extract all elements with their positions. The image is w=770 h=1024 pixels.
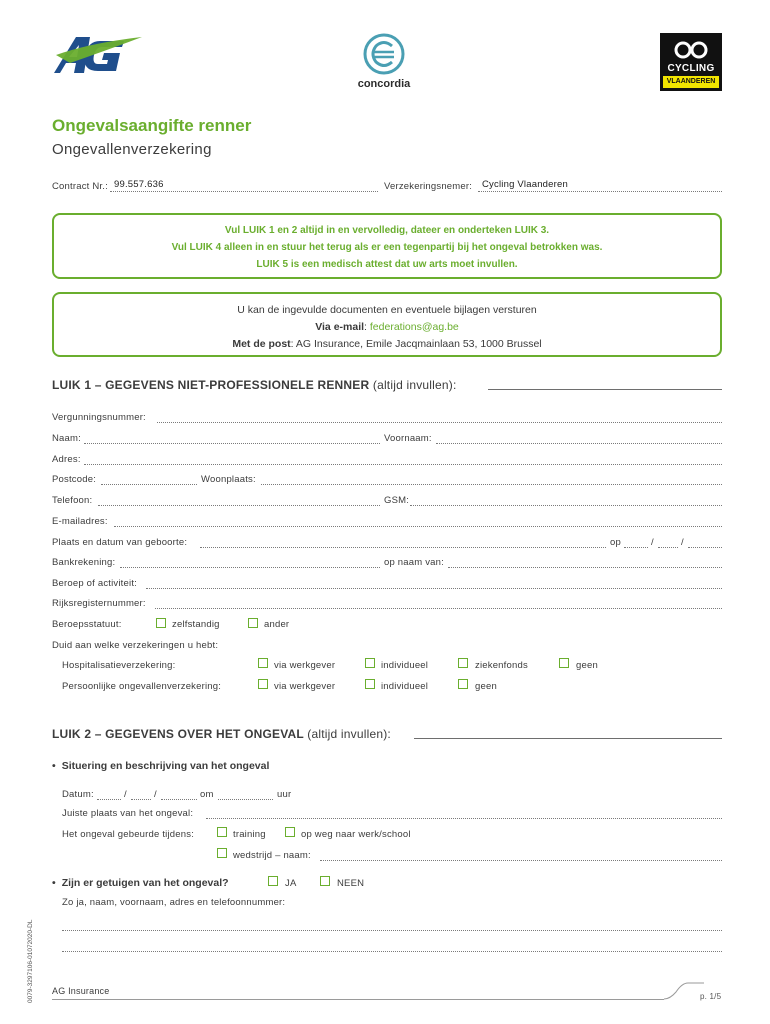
gsm-label: GSM:	[384, 495, 410, 506]
postcode-label: Postcode:	[52, 474, 97, 485]
during-race-label: wedstrijd – naam:	[233, 850, 311, 861]
send-line-1: U kan de ingevulde documenten en eventuele bijlagen versturen	[237, 304, 537, 316]
hospital-none-label: geen	[576, 660, 598, 671]
footer-curve	[664, 982, 704, 1000]
cycling-logo-top: CYCLING	[667, 63, 715, 74]
witness-info-line-2[interactable]	[62, 951, 722, 952]
phone-field[interactable]	[98, 505, 380, 506]
race-name-field[interactable]	[320, 860, 722, 861]
luik2-rule	[414, 738, 722, 739]
phone-label: Telefoon:	[52, 495, 93, 506]
accident-description-text: Situering en beschrijving van het ongeval	[61, 760, 270, 772]
accident-slash-1: /	[124, 789, 127, 800]
luik2-heading	[52, 727, 391, 741]
witnesses-no-checkbox[interactable]	[320, 876, 330, 886]
insured-line	[478, 191, 722, 192]
birth-label: Plaats en datum van geboorte:	[52, 537, 188, 548]
birth-day-field[interactable]	[624, 547, 648, 548]
personal-insurance-label: Persoonlijke ongevallenverzekering:	[62, 681, 222, 692]
witnesses-question: Zijn er getuigen van het ongeval?	[61, 877, 229, 889]
accident-slash-2: /	[154, 789, 157, 800]
concordia-logo-text: concordia	[357, 78, 411, 90]
luik1-title: LUIK 1 – GEGEVENS NIET-PROFESSIONELE RENNER	[52, 378, 370, 392]
send-post-value: : AG Insurance, Emile Jacqmainlaan 53, 1000 Brussel	[290, 338, 542, 350]
name-label: Naam:	[52, 433, 81, 444]
during-training-checkbox[interactable]	[217, 827, 227, 837]
accident-place-label: Juiste plaats van het ongeval:	[62, 808, 194, 819]
luik2-note: (altijd invullen):	[307, 727, 391, 741]
accident-time-om: om	[200, 789, 214, 800]
status-selfemployed-label: zelfstandig	[172, 619, 220, 630]
personal-employer-label: via werkgever	[274, 681, 336, 692]
insurance-question: Duid aan welke verzekeringen u hebt:	[52, 640, 219, 651]
rrn-field[interactable]	[155, 608, 722, 609]
accident-time-uur: uur	[277, 789, 292, 800]
send-box	[52, 292, 722, 357]
instruction-line-3: LUIK 5 is een medisch attest dat uw arts moet invullen.	[256, 259, 518, 270]
concordia-logo	[348, 33, 420, 91]
status-selfemployed-checkbox[interactable]	[156, 618, 166, 628]
gsm-field[interactable]	[410, 505, 722, 506]
address-field[interactable]	[84, 464, 722, 465]
hospital-none-checkbox[interactable]	[559, 658, 569, 668]
cycling-vlaanderen-logo	[660, 33, 722, 91]
luik1-rule	[488, 389, 722, 390]
insured-value: Cycling Vlaanderen	[482, 179, 568, 190]
witness-info-line-1[interactable]	[62, 930, 722, 931]
birth-place-field[interactable]	[200, 547, 606, 548]
birth-year-field[interactable]	[688, 547, 722, 548]
footer-page-number: p. 1/5	[700, 992, 722, 1001]
personal-none-label: geen	[475, 681, 497, 692]
contract-line	[110, 191, 378, 192]
luik1-note: (altijd invullen):	[372, 378, 457, 392]
city-field[interactable]	[261, 484, 722, 485]
send-post-label: Met de post	[232, 338, 291, 350]
email-field[interactable]	[114, 526, 722, 527]
accident-time-field[interactable]	[218, 799, 273, 800]
instruction-box	[52, 213, 722, 279]
form-subtitle: Ongevallenverzekering	[52, 141, 212, 158]
bank-holder-field[interactable]	[448, 567, 722, 568]
ag-logo	[50, 33, 144, 75]
hospital-mutual-checkbox[interactable]	[458, 658, 468, 668]
hospital-mutual-label: ziekenfonds	[475, 660, 528, 671]
firstname-field[interactable]	[436, 443, 722, 444]
status-other-label: ander	[264, 619, 290, 630]
luik1-heading	[52, 378, 457, 392]
during-training-label: training	[233, 829, 266, 840]
footer-rule	[52, 999, 664, 1000]
hospital-individual-checkbox[interactable]	[365, 658, 375, 668]
hospital-individual-label: individueel	[381, 660, 429, 671]
hospital-employer-label: via werkgever	[274, 660, 336, 671]
luik2-title: LUIK 2 – GEGEVENS OVER HET ONGEVAL	[52, 727, 304, 741]
accident-place-field[interactable]	[206, 818, 722, 819]
footer-company: AG Insurance	[52, 986, 110, 996]
job-label: Beroep of activiteit:	[52, 578, 137, 589]
cycling-wheels-icon	[660, 37, 722, 61]
witnesses-no-label: NEEN	[337, 878, 365, 889]
cycling-logo-bottom: VLAANDEREN	[663, 76, 719, 88]
personal-employer-checkbox[interactable]	[258, 679, 268, 689]
bank-field[interactable]	[120, 567, 380, 568]
city-label: Woonplaats:	[201, 474, 256, 485]
birth-op-label: op	[610, 537, 621, 548]
birth-month-field[interactable]	[658, 547, 678, 548]
bank-label: Bankrekening:	[52, 557, 116, 568]
bank-holder-label: op naam van:	[384, 557, 444, 568]
contract-value: 99.557.636	[114, 179, 164, 190]
witnesses-heading: • Zijn er getuigen van het ongeval?	[52, 877, 229, 889]
birth-slash-2: /	[681, 537, 684, 548]
postcode-field[interactable]	[101, 484, 197, 485]
send-email-link[interactable]: federations@ag.be	[369, 321, 459, 333]
contract-label: Contract Nr.:	[52, 181, 108, 192]
address-label: Adres:	[52, 454, 81, 465]
personal-none-checkbox[interactable]	[458, 679, 468, 689]
insured-label: Verzekeringsnemer:	[384, 181, 473, 192]
status-label: Beroepsstatuut:	[52, 619, 122, 630]
accident-month-field[interactable]	[131, 799, 151, 800]
license-label: Vergunningsnummer:	[52, 412, 146, 423]
name-field[interactable]	[84, 443, 380, 444]
email-label: E-mailadres:	[52, 516, 108, 527]
accident-description-heading: • Situering en beschrijving van het ongeval	[52, 760, 270, 772]
status-other-checkbox[interactable]	[248, 618, 258, 628]
during-race-checkbox[interactable]	[217, 848, 227, 858]
witnesses-yes-checkbox[interactable]	[268, 876, 278, 886]
personal-individual-checkbox[interactable]	[365, 679, 375, 689]
document-code: 0079-3297106-01072020-DL	[27, 919, 34, 1003]
during-commute-label: op weg naar werk/school	[301, 829, 411, 840]
during-commute-checkbox[interactable]	[285, 827, 295, 837]
witnesses-yes-label: JA	[285, 878, 297, 889]
firstname-label: Voornaam:	[384, 433, 432, 444]
send-email-line: Via e-mail: federations@ag.be	[315, 321, 459, 333]
hospital-insurance-label: Hospitalisatieverzekering:	[62, 660, 176, 671]
accident-date-label: Datum:	[62, 789, 94, 800]
send-post-line	[54, 336, 720, 353]
birth-slash-1: /	[651, 537, 654, 548]
send-email-label: Via e-mail	[315, 321, 365, 333]
rrn-label: Rijksregisternummer:	[52, 598, 146, 609]
accident-day-field[interactable]	[97, 799, 121, 800]
accident-year-field[interactable]	[161, 799, 197, 800]
instruction-line-1: Vul LUIK 1 en 2 altijd in en vervolledig, dateer en onderteken LUIK 3.	[224, 225, 550, 236]
license-field[interactable]	[157, 422, 722, 423]
instruction-line-2: Vul LUIK 4 alleen in en stuur het terug als er een tegenpartij bij het ongeval betrokken was.	[171, 242, 603, 253]
hospital-employer-checkbox[interactable]	[258, 658, 268, 668]
personal-individual-label: individueel	[381, 681, 429, 692]
job-field[interactable]	[146, 588, 722, 589]
form-title: Ongevalsaangifte renner	[52, 116, 252, 135]
accident-during-label: Het ongeval gebeurde tijdens:	[62, 829, 195, 840]
witness-info-label: Zo ja, naam, voornaam, adres en telefoonnummer:	[62, 897, 286, 908]
